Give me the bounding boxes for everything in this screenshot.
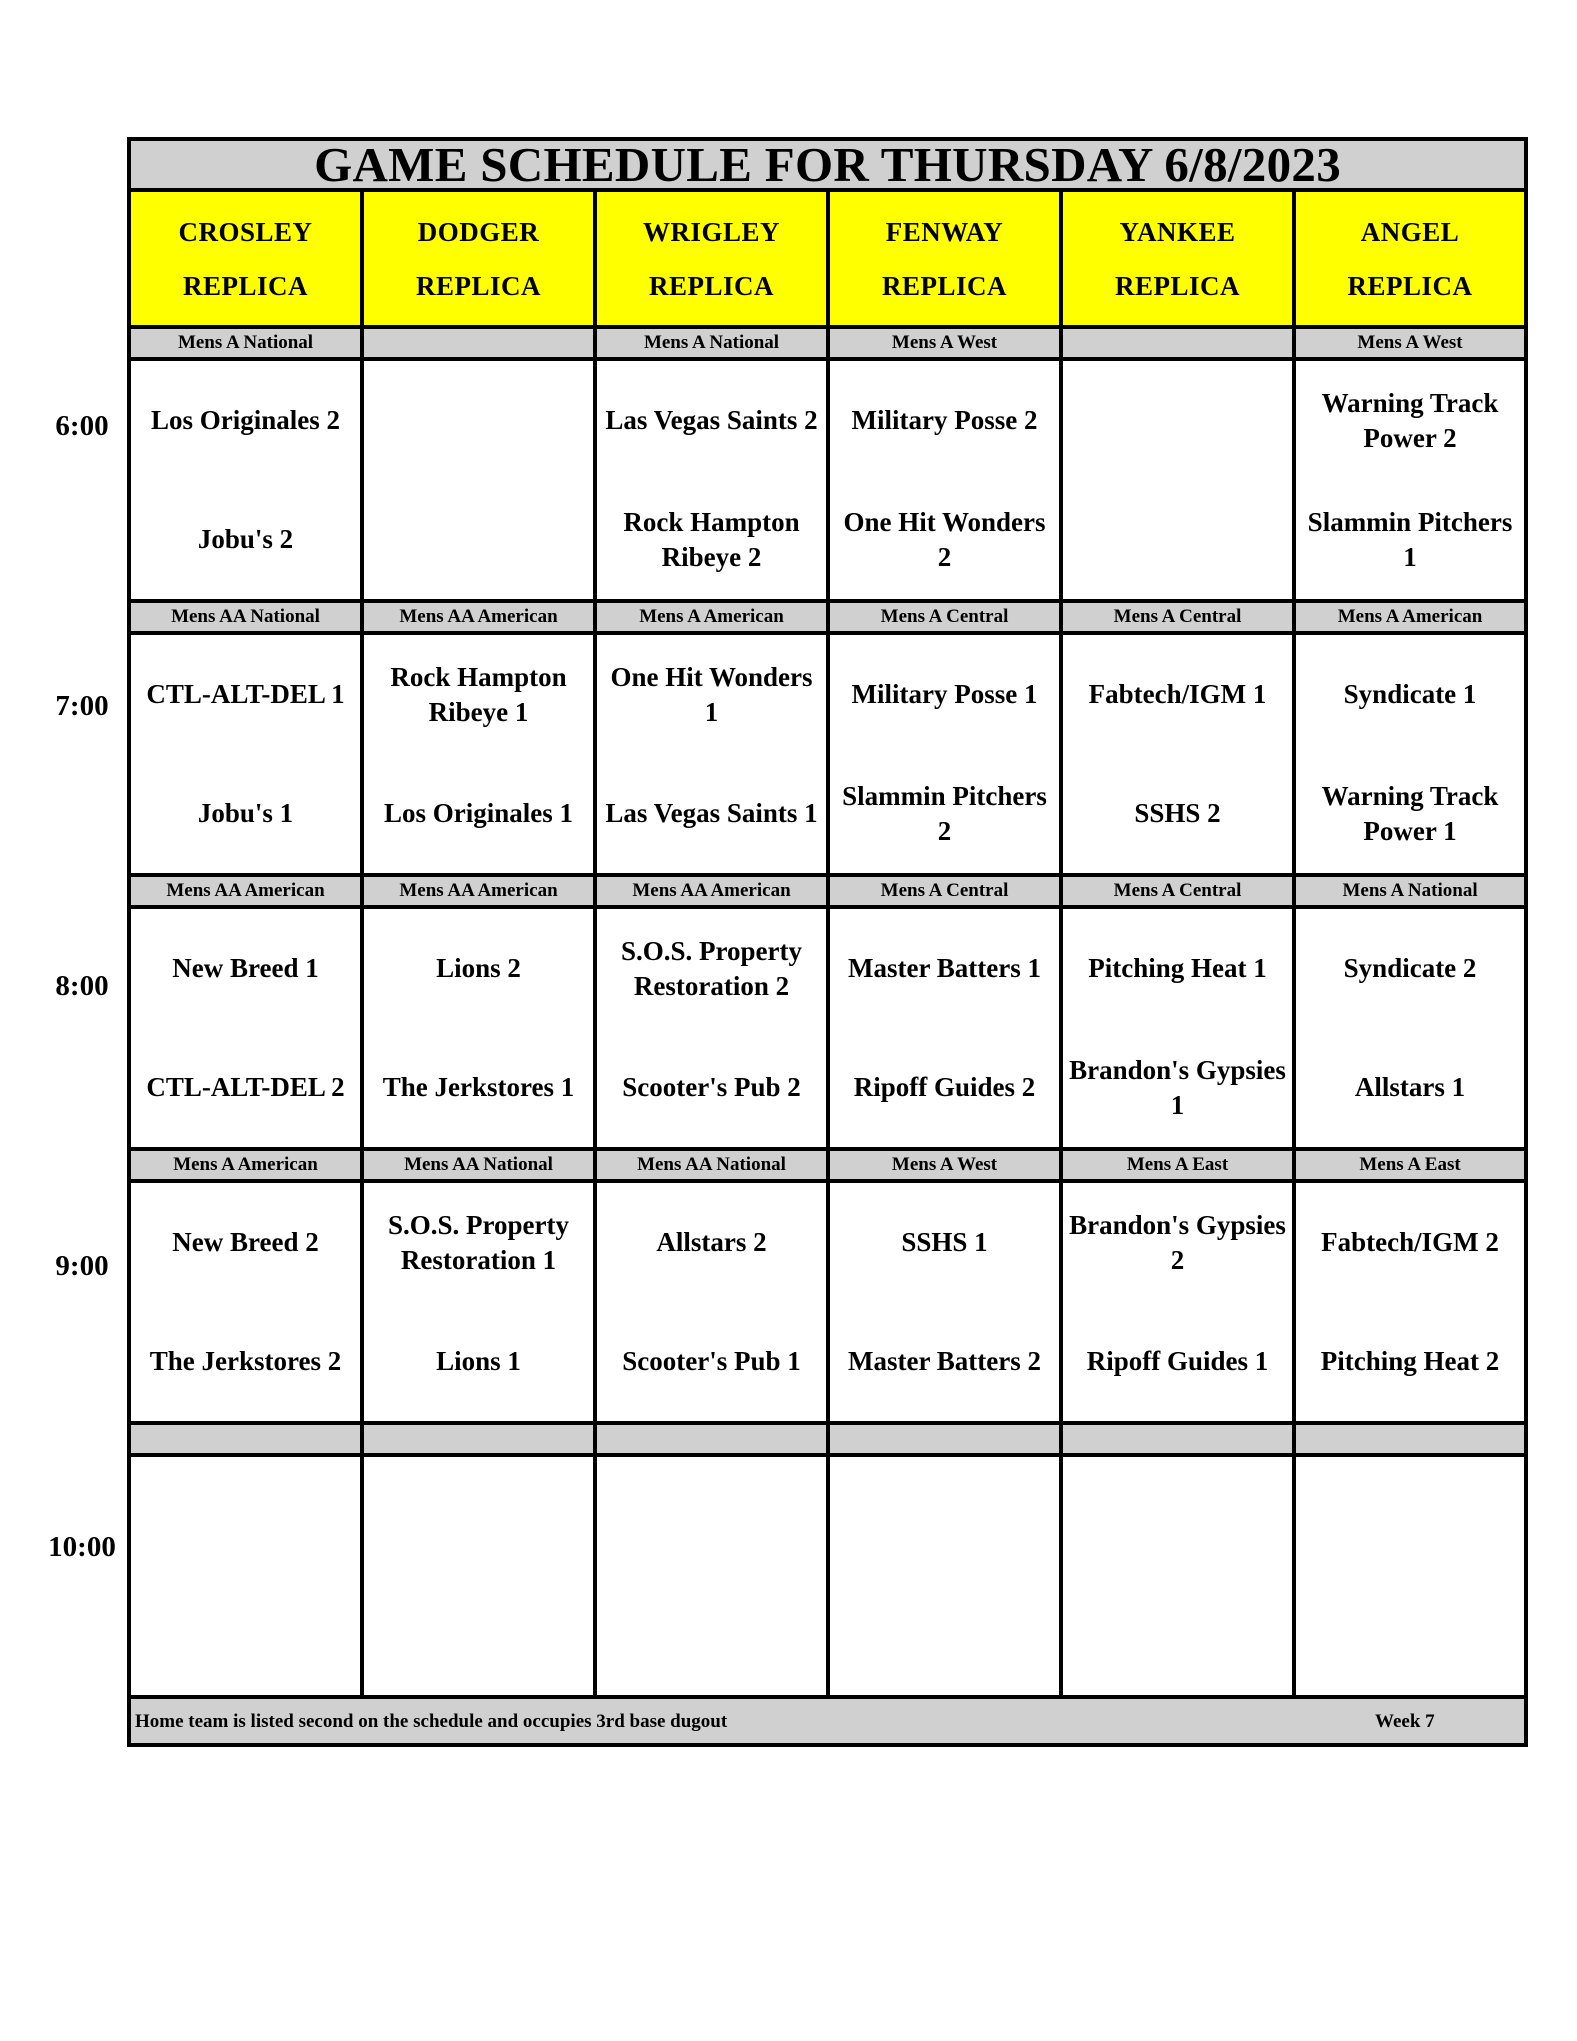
home-team bbox=[830, 1576, 1059, 1695]
field-header bbox=[1061, 190, 1294, 327]
division-row bbox=[129, 1149, 1526, 1181]
game-cell bbox=[1061, 359, 1294, 601]
division-label: Mens A National bbox=[595, 327, 828, 359]
field-name: YANKEE bbox=[1119, 216, 1236, 247]
game-cell bbox=[362, 1455, 595, 1697]
game-cell bbox=[129, 1455, 362, 1697]
division-label: Mens A Central bbox=[1061, 601, 1294, 633]
game-cell bbox=[129, 633, 362, 875]
away-team: Lions 2 bbox=[436, 953, 521, 983]
game-cell bbox=[362, 359, 595, 601]
home-team: Los Originales 1 bbox=[383, 798, 573, 828]
footer bbox=[129, 1697, 1526, 1745]
home-team: Jobu's 1 bbox=[197, 798, 294, 828]
division-row bbox=[129, 875, 1526, 907]
away-team: S.O.S. Property Restoration 1 bbox=[388, 1209, 569, 1275]
home-team: Ripoff Guides 1 bbox=[1086, 1346, 1269, 1376]
division-label: Mens AA American bbox=[129, 875, 362, 907]
away-team bbox=[364, 361, 593, 480]
game-cell bbox=[1294, 633, 1526, 875]
time-label: 6:00 bbox=[55, 410, 109, 442]
division-label: Mens AA American bbox=[362, 875, 595, 907]
games-row bbox=[129, 1181, 1526, 1423]
game-cell bbox=[362, 633, 595, 875]
game-cell bbox=[1061, 633, 1294, 875]
away-team: CTL-ALT-DEL 1 bbox=[146, 679, 345, 709]
field-header bbox=[129, 190, 362, 327]
footer-row bbox=[129, 1697, 1526, 1745]
division-label: Mens A West bbox=[828, 1149, 1061, 1181]
division-label bbox=[595, 1423, 828, 1455]
game-cell bbox=[129, 1181, 362, 1423]
home-team: Pitching Heat 2 bbox=[1320, 1346, 1500, 1376]
away-team bbox=[1296, 1457, 1524, 1576]
game-cell bbox=[129, 907, 362, 1149]
division-label: Mens AA American bbox=[595, 875, 828, 907]
home-team bbox=[364, 1576, 593, 1695]
game-cell bbox=[1061, 1181, 1294, 1423]
away-team: Allstars 2 bbox=[656, 1227, 767, 1257]
away-team bbox=[364, 1457, 593, 1576]
field-name: WRIGLEY bbox=[642, 216, 781, 247]
game-cell bbox=[595, 1455, 828, 1697]
division-label: Mens A American bbox=[129, 1149, 362, 1181]
home-team: Ripoff Guides 2 bbox=[853, 1072, 1036, 1102]
game-cell bbox=[828, 907, 1061, 1149]
game-cell bbox=[129, 359, 362, 601]
away-team bbox=[1063, 361, 1292, 480]
away-team: Master Batters 1 bbox=[848, 953, 1041, 983]
away-team: Military Posse 2 bbox=[851, 405, 1038, 435]
game-cell bbox=[1061, 907, 1294, 1149]
division-label bbox=[828, 1423, 1061, 1455]
away-team: New Breed 1 bbox=[172, 953, 319, 983]
field-name: ANGEL bbox=[1360, 216, 1460, 247]
fields-row bbox=[129, 190, 1526, 327]
field-type: REPLICA bbox=[1347, 270, 1473, 301]
division-label: Mens A East bbox=[1061, 1149, 1294, 1181]
division-label bbox=[1294, 1423, 1526, 1455]
game-cell bbox=[1294, 1455, 1526, 1697]
home-team: Slammin Pitchers 2 bbox=[842, 780, 1047, 846]
away-team: One Hit Wonders 1 bbox=[610, 661, 813, 727]
field-type: REPLICA bbox=[415, 270, 541, 301]
home-team bbox=[597, 1576, 826, 1695]
field-type: REPLICA bbox=[182, 270, 308, 301]
field-name: CROSLEY bbox=[178, 216, 313, 247]
away-team bbox=[131, 1457, 360, 1576]
away-team: Brandon's Gypsies 2 bbox=[1069, 1209, 1286, 1275]
home-team bbox=[1063, 480, 1292, 599]
division-label: Mens AA National bbox=[595, 1149, 828, 1181]
away-team: Las Vegas Saints 2 bbox=[605, 405, 818, 435]
games-row bbox=[129, 1455, 1526, 1697]
home-team: Jobu's 2 bbox=[197, 524, 294, 554]
away-team: Los Originales 2 bbox=[150, 405, 340, 435]
home-team bbox=[1063, 1576, 1292, 1695]
division-label: Mens A American bbox=[595, 601, 828, 633]
away-team: SSHS 1 bbox=[901, 1227, 988, 1257]
division-label: Mens A Central bbox=[1061, 875, 1294, 907]
division-label bbox=[1061, 327, 1294, 359]
away-team: New Breed 2 bbox=[172, 1227, 319, 1257]
division-label: Mens A West bbox=[828, 327, 1061, 359]
home-team: Slammin Pitchers 1 bbox=[1307, 506, 1513, 572]
home-team: Las Vegas Saints 1 bbox=[605, 798, 818, 828]
division-label: Mens A Central bbox=[828, 875, 1061, 907]
game-cell bbox=[828, 1455, 1061, 1697]
game-cell bbox=[595, 633, 828, 875]
home-team bbox=[364, 480, 593, 599]
away-team: Warning Track Power 2 bbox=[1321, 387, 1499, 453]
home-team: Scooter's Pub 2 bbox=[622, 1072, 801, 1102]
away-team: Fabtech/IGM 2 bbox=[1321, 1227, 1499, 1257]
home-team: Warning Track Power 1 bbox=[1321, 780, 1499, 846]
home-team: Rock Hampton Ribeye 2 bbox=[623, 506, 800, 572]
division-row bbox=[129, 327, 1526, 359]
home-team: SSHS 2 bbox=[1134, 798, 1221, 828]
away-team bbox=[597, 1457, 826, 1576]
division-row bbox=[129, 1423, 1526, 1455]
schedule-table bbox=[127, 137, 1528, 1747]
games-row bbox=[129, 907, 1526, 1149]
away-team: Military Posse 1 bbox=[851, 679, 1038, 709]
home-team bbox=[131, 1576, 360, 1695]
games-row bbox=[129, 359, 1526, 601]
division-label bbox=[362, 327, 595, 359]
game-cell bbox=[362, 907, 595, 1149]
game-cell bbox=[595, 1181, 828, 1423]
home-team: One Hit Wonders 2 bbox=[843, 506, 1046, 572]
field-header bbox=[362, 190, 595, 327]
division-label: Mens AA National bbox=[129, 601, 362, 633]
division-label bbox=[1061, 1423, 1294, 1455]
time-label: 7:00 bbox=[55, 690, 109, 722]
away-team: Syndicate 2 bbox=[1343, 953, 1477, 983]
game-cell bbox=[828, 1181, 1061, 1423]
game-cell bbox=[1294, 359, 1526, 601]
field-type: REPLICA bbox=[881, 270, 1007, 301]
home-team: Lions 1 bbox=[436, 1346, 521, 1376]
field-header bbox=[1294, 190, 1526, 327]
home-team: CTL-ALT-DEL 2 bbox=[146, 1072, 345, 1102]
away-team: Syndicate 1 bbox=[1343, 679, 1477, 709]
division-label: Mens A Central bbox=[828, 601, 1061, 633]
away-team bbox=[1063, 1457, 1292, 1576]
field-name: FENWAY bbox=[885, 216, 1004, 247]
home-team: The Jerkstores 2 bbox=[149, 1346, 342, 1376]
division-row bbox=[129, 601, 1526, 633]
division-label: Mens A West bbox=[1294, 327, 1526, 359]
game-cell bbox=[828, 633, 1061, 875]
game-cell bbox=[595, 907, 828, 1149]
home-team: Allstars 1 bbox=[1354, 1072, 1466, 1102]
schedule-title: GAME SCHEDULE FOR THURSDAY 6/8/2023 bbox=[129, 139, 1526, 190]
away-team: Pitching Heat 1 bbox=[1088, 953, 1267, 983]
game-cell bbox=[1294, 1181, 1526, 1423]
home-team: Scooter's Pub 1 bbox=[622, 1346, 801, 1376]
away-team: S.O.S. Property Restoration 2 bbox=[621, 935, 802, 1001]
game-cell bbox=[595, 359, 828, 601]
division-label: Mens A East bbox=[1294, 1149, 1526, 1181]
game-cell bbox=[1294, 907, 1526, 1149]
home-team: Master Batters 2 bbox=[848, 1346, 1041, 1376]
field-name: DODGER bbox=[417, 216, 540, 247]
time-label: 8:00 bbox=[55, 970, 109, 1002]
game-cell bbox=[1061, 1455, 1294, 1697]
home-team-note: Home team is listed second on the schedule and occupies 3rd base dugout bbox=[135, 1711, 728, 1732]
game-cell bbox=[362, 1181, 595, 1423]
games-row bbox=[129, 633, 1526, 875]
away-team: Fabtech/IGM 1 bbox=[1088, 679, 1267, 709]
game-cell bbox=[828, 359, 1061, 601]
week-label: Week 7 bbox=[1375, 1711, 1435, 1732]
field-header bbox=[828, 190, 1061, 327]
home-team: The Jerkstores 1 bbox=[382, 1072, 575, 1102]
field-header bbox=[595, 190, 828, 327]
title-row bbox=[129, 139, 1526, 190]
division-label: Mens A National bbox=[1294, 875, 1526, 907]
field-type: REPLICA bbox=[648, 270, 774, 301]
away-team bbox=[830, 1457, 1059, 1576]
division-label bbox=[362, 1423, 595, 1455]
field-type: REPLICA bbox=[1114, 270, 1240, 301]
division-label: Mens A National bbox=[129, 327, 362, 359]
time-label: 9:00 bbox=[55, 1250, 109, 1282]
time-label: 10:00 bbox=[48, 1531, 116, 1563]
division-label: Mens A American bbox=[1294, 601, 1526, 633]
home-team bbox=[1296, 1576, 1524, 1695]
away-team: Rock Hampton Ribeye 1 bbox=[390, 661, 567, 727]
division-label: Mens AA National bbox=[362, 1149, 595, 1181]
division-label bbox=[129, 1423, 362, 1455]
division-label: Mens AA American bbox=[362, 601, 595, 633]
home-team: Brandon's Gypsies 1 bbox=[1069, 1054, 1286, 1120]
